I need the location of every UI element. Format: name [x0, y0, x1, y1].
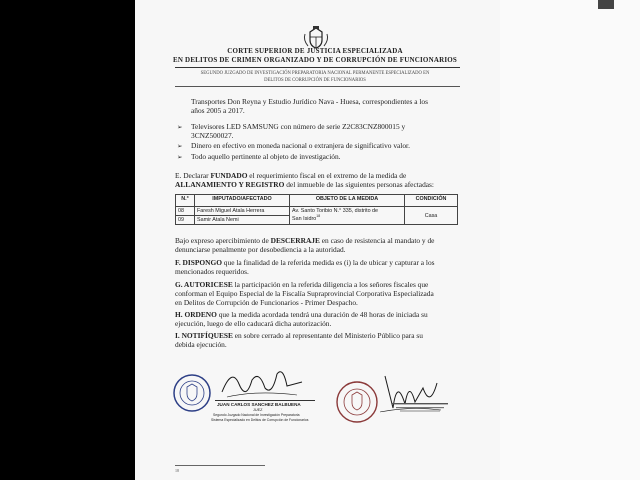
document-page — [135, 0, 500, 480]
paragraph-line: Bajo expreso apercibimiento de DESCERRAJE en caso de resistencia al mandato y de — [175, 236, 435, 245]
section-g-line1: G. AUTORICESE la participación en la referida diligencia a los señores fiscales que — [175, 280, 429, 289]
section-e-line2: ALLANAMIENTO Y REGISTRO del inmueble de las siguientes personas afectadas: — [175, 180, 434, 189]
court-office-line2: DELITOS DE CORRUPCIÓN DE FUNCIONARIOS — [264, 78, 366, 83]
cell-affected: Samir Atala Nemi — [195, 216, 290, 225]
col-header-object: OBJETO DE LA MEDIDA — [290, 195, 405, 207]
header-divider — [175, 67, 460, 68]
bullet-arrow-icon: ➢ — [177, 154, 183, 161]
paragraph-line: años 2005 a 2017. — [191, 106, 245, 115]
paragraph-line: denunciarse penalmente por desobediencia a la autoridad. — [175, 245, 346, 254]
cell-object: Av. Santo Toribio N.° 335, distrito de San Isidro$^{18}$ — [290, 207, 405, 225]
judge-office-line1: Segundo Juzgado Nacional de Investigación Preparatoria — [213, 413, 300, 417]
section-f-line1: F. DISPONGO que la finalidad de la referida medida es (i) la de ubicar y capturar a los — [175, 258, 435, 267]
section-e-line1: E. Declarar FUNDADO el requerimiento fiscal en el extremo de la medida de — [175, 171, 407, 180]
court-seal-left-icon — [172, 373, 212, 413]
table-header-row — [176, 195, 458, 207]
section-g-line3: en Delitos de Corrupción de Funcionarios - Primer Despacho. — [175, 298, 358, 307]
bullet-text: 3CNZ500027. — [191, 131, 234, 140]
affected-persons-table — [175, 194, 458, 225]
paragraph-line: Transportes Don Reyna y Estudio Jurídico Nava - Huesa, correspondientes a los — [191, 97, 429, 106]
judge-name: JUAN CARLOS SANCHEZ BALBUENA — [217, 402, 301, 407]
bullet-text: Todo aquello pertinente al objeto de investigación. — [191, 152, 341, 161]
col-header-affected: IMPUTADO/AFECTADO — [195, 195, 290, 207]
cell-condition: Casa — [405, 207, 458, 225]
section-h-line1: H. ORDENO que la medida acordada tendrá una duración de 48 horas de iniciada su — [175, 310, 428, 319]
table-row — [176, 207, 458, 216]
section-i-line2: debida ejecución. — [175, 340, 227, 349]
court-office-line1: SEGUNDO JUZGADO DE INVESTIGACIÓN PREPARATORIA NACIONAL PERMANENTE ESPECIALIZADO EN — [200, 71, 430, 76]
court-subtitle: EN DELITOS DE CRIMEN ORGANIZADO Y DE CORRUPCIÓN DE FUNCIONARIOS — [172, 56, 457, 64]
col-header-condition: CONDICIÓN — [405, 195, 458, 207]
section-h-line2: ejecución, luego de ello caducará dicha autorización. — [175, 319, 332, 328]
cell-number: 09 — [176, 216, 195, 225]
bullet-arrow-icon: ➢ — [177, 143, 183, 150]
right-stamp-text-icon — [390, 400, 450, 414]
header-divider-2 — [175, 86, 460, 87]
section-f-line2: mencionados requeridos. — [175, 267, 249, 276]
cell-number: 08 — [176, 207, 195, 216]
right-background — [500, 0, 640, 480]
judge-role: JUEZ — [253, 408, 263, 412]
cell-affected: Faresh Miguel Atala Herrera — [195, 207, 290, 216]
court-title: CORTE SUPERIOR DE JUSTICIA ESPECIALIZADA — [227, 47, 403, 55]
section-g-line2: conforman el Equipo Especial de la Fiscalía Supraprovincial Corporativa Especializada — [175, 289, 434, 298]
signature-left-icon — [217, 362, 307, 402]
col-header-number: N.° — [176, 195, 195, 207]
judge-office-line2: Sistema Especializado en Delitos de Corrupción de Funcionarios — [211, 418, 309, 422]
bullet-text: Dinero en efectivo en moneda nacional o extranjera de significativo valor. — [191, 141, 410, 150]
bullet-text: Televisores LED SAMSUNG con número de serie Z2C83CNZ800015 y — [191, 122, 406, 131]
signature-line — [215, 400, 315, 401]
bullet-arrow-icon: ➢ — [177, 124, 183, 131]
section-i-line1: I. NOTIFÍQUESE en sobre cerrado al representante del Ministerio Público para su — [175, 331, 423, 340]
court-seal-right-icon — [335, 380, 379, 424]
corner-mark — [598, 0, 614, 9]
footnote-rule — [175, 465, 265, 466]
footnote-marker: 18 — [175, 468, 179, 473]
